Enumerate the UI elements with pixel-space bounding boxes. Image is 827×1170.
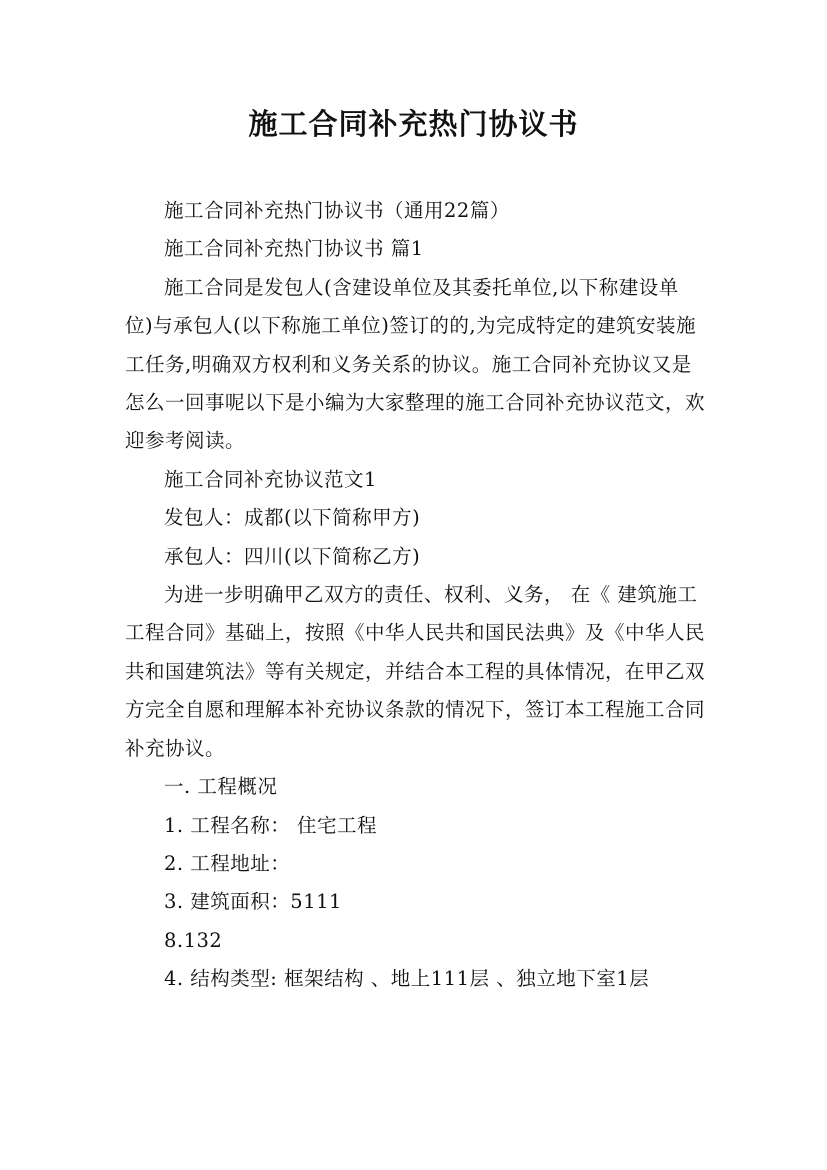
paragraph-purpose: 为进一步明确甲乙双方的责任、权利、义务， 在《 建筑施工工程合同》基础上，按照《中华人民共和国民法典》及《中华人民共和国建筑法》等有关规定，并结合本工程的具体情况，在甲乙双方完全自愿和理解本补充协议条款的情况下，签订本工程施工合同补充协议。 — [125, 583, 706, 760]
paragraph-party-a: 发包人：成都(以下简称甲方) — [164, 506, 421, 530]
paragraph-section-heading: 施工合同补充热门协议书 篇1 — [164, 237, 424, 261]
document-title: 施工合同补充热门协议书 — [248, 107, 579, 141]
paragraph-overview-heading: 一. 工程概况 — [164, 775, 278, 799]
paragraph-building-area: 3. 建筑面积：5111 — [164, 890, 342, 914]
paragraph-area-value: 8.132 — [164, 928, 223, 952]
paragraph-sample-title: 施工合同补充协议范文1 — [164, 467, 377, 491]
paragraph-structure-type: 4. 结构类型: 框架结构 、地上111层 、独立地下室1层 — [164, 967, 650, 991]
paragraph-party-b: 承包人：四川(以下简称乙方) — [164, 544, 421, 568]
paragraph-project-name: 1. 工程名称： 住宅工程 — [164, 813, 378, 837]
paragraph-subtitle: 施工合同补充热门协议书（通用22篇） — [164, 199, 510, 222]
paragraph-project-address: 2. 工程地址： — [164, 851, 291, 875]
document-body — [125, 192, 705, 999]
paragraph-intro: 施工合同是发包人(含建设单位及其委托单位,以下称建设单位)与承包人(以下称施工单位)签订的的,为完成特定的建筑安装施工任务,明确双方权利和义务关系的协议。施工合同补充协议又是怎么一回事呢以下是小编为大家整理的施工合同补充协议范文，欢迎参考阅读。 — [125, 275, 706, 453]
